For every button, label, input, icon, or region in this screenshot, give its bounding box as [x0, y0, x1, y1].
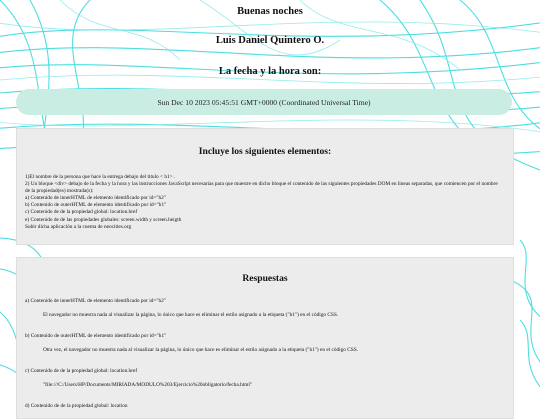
instructions-title: Incluye los siguientes elementos: [198, 146, 332, 157]
instruction-line: c) Contenido de de la propiedad global: location.href [25, 209, 138, 216]
answer-question: c) Contenido de de la propiedad global: location.href [25, 368, 138, 374]
author-name-heading: Luis Daniel Quintero O. [215, 35, 325, 46]
answer-item [17, 298, 513, 319]
instruction-line: Subir dicha aplicación a la cuenta de neocities.org [25, 223, 132, 230]
instructions-list [25, 174, 503, 231]
instruction-line: e) Contenido de de las propiedades globales: screen.width y screen.heigth [25, 216, 182, 223]
answers-panel [16, 257, 514, 419]
instruction-line: 1)El nombre de la persona que hace la entrega debajo del titulo < h1> . [25, 174, 176, 180]
instructions-panel [16, 128, 514, 245]
answer-item [17, 403, 513, 410]
answer-question: b) Contenido de outerHTML de elemento identificado por id="h1" [25, 333, 167, 339]
date-heading: La fecha y la hora son: [218, 66, 322, 77]
instruction-line: a) Contenido de innerHTML de elemento identificado por id="h2" [25, 195, 166, 202]
date-display [16, 89, 512, 115]
answer-text: El navegador no muestra nada al visualizar la página, lo único que hace es eliminar el estilo asignado a la etiqueta ("h1") en el código CSS. [43, 312, 339, 318]
answer-question: a) Contenido de innerHTML de elemento identificado por id="h2" [25, 298, 166, 304]
answer-question: d) Contenido de de la propiedad global: location [25, 403, 128, 409]
answer-item [17, 333, 513, 354]
instruction-line: 2) Un bloque <div> debajo de la fecha y la hora y las instrucciones JavaScript necesarias para que muestre en dicho bloque el contenido de las siguientes propiedades DOM en lineas separadas, que comiencen por el nombre de la propiedad(es) mostrada(s): [25, 181, 498, 195]
greeting-heading: Buenas noches [237, 6, 303, 17]
answer-item [17, 368, 513, 389]
answer-text: "file:///C:/Users/HP/Documents/MIRIADA/MODULO%203/Ejercicio%20obligatorio/fecha.html" [43, 382, 252, 388]
answers-list [17, 298, 513, 410]
date-value: Sun Dec 10 2023 05:45:51 GMT+0000 (Coordinated Universal Time) [157, 97, 371, 107]
instruction-line: b) Contenido de outerHTML de elemento identificado por id="h1" [25, 202, 167, 209]
answers-title: Respuestas [242, 273, 288, 284]
answer-text: Otra vez, el navegador no muestra nada al visualizar la página, lo único que hace es eliminar el estilo asignado a la etiqueta ("h1") en el código CSS. [43, 347, 358, 353]
